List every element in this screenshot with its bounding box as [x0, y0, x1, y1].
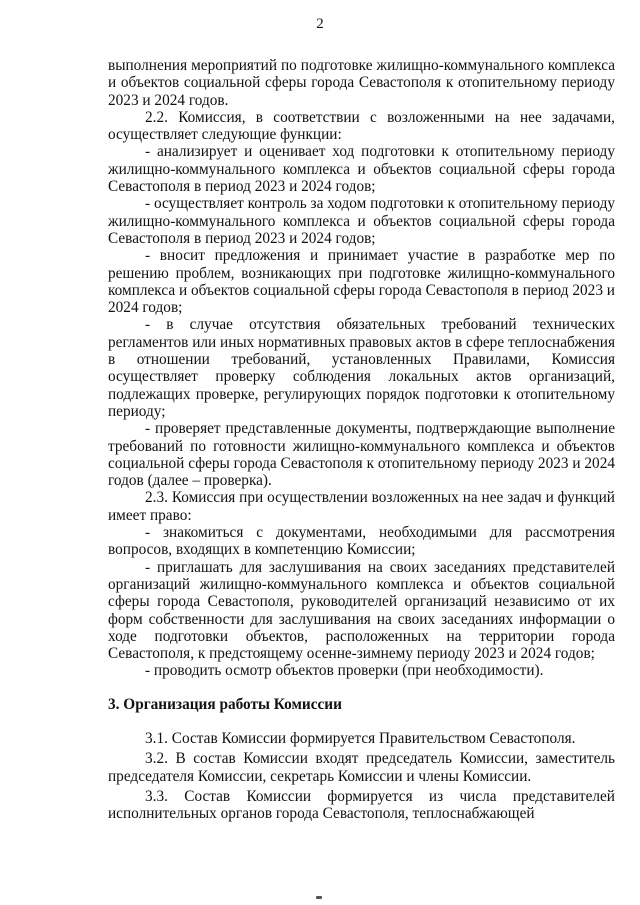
function-item-proposals: - вносит предложения и принимает участие в разработке мер по решению проблем, возникающих при подготовке жилищно-коммунального комплекса и объектов социальной сферы города Севастополя в период 2023 и 2024 годов;	[108, 247, 615, 317]
paragraph-2-3: 2.3. Комиссия при осуществлении возложенных на нее задач и функций имеет право:	[108, 489, 615, 524]
scan-mark	[316, 896, 322, 899]
function-item-analyze: - анализирует и оценивает ход подготовки к отопительному периоду жилищно-коммунального комплекса и объектов социальной сферы города Севастополя в период 2023 и 2024 годов;	[108, 143, 615, 196]
right-item-inspection: - проводить осмотр объектов проверки (при необходимости).	[145, 662, 544, 680]
right-item-invite: - приглашать для заслушивания на своих заседаниях представителей организаций жилищно-коммунального комплекса и объектов социальной сферы города Севастополя, руководителей организаций независимо от их форм собственности для заслушивания на своих заседаниях информации о ходе подготовки объектов, расположенных на территории города Севастополя, к предстоящему осенне-зимнему периоду 2023 и 2024 годов;	[108, 558, 615, 663]
section-heading: 3. Организация работы Комиссии	[108, 695, 342, 713]
function-item-control: - осуществляет контроль за ходом подготовки к отопительному периоду жилищно-коммунального комплекса и объектов социальной сферы города Севастополя в период 2023 и 2024 годов;	[108, 195, 615, 247]
function-item-local-acts: - в случае отсутствия обязательных требований технических регламентов или иных нормативных правовых актов в сфере теплоснабжения в отношении требований, установленных Правилами, Комиссия осуществляет проверку соблюдения локальных актов организаций, подлежащих проверке, регулирующих порядок подготовки к отопительному периоду;	[108, 316, 616, 420]
function-item-documents: - проверяет представленные документы, подтверждающие выполнение требований по готовности жилищно-коммунального комплекса и объектов социальной сферы города Севастополя к отопительному периоду 2023 и 2024 годов (далее – проверка).	[108, 420, 615, 490]
paragraph-3-1: 3.1. Состав Комиссии формируется Правительством Севастополя.	[145, 729, 576, 747]
right-item-documents: - знакомиться с документами, необходимыми для рассмотрения вопросов, входящих в компетенцию Комиссии;	[108, 524, 615, 559]
paragraph-3-2: 3.2. В состав Комиссии входят председатель Комиссии, заместитель председателя Комиссии, секретарь Комиссии и члены Комиссии.	[108, 750, 615, 785]
paragraph-3-3: 3.3. Состав Комиссии формируется из числа представителей исполнительных органов города Севастополя, теплоснабжающей	[108, 787, 615, 823]
paragraph-2-2: 2.2. Комиссия, в соответствии с возложенными на нее задачами, осуществляет следующие функции:	[108, 108, 615, 144]
page-number: 2	[316, 16, 324, 32]
document-body	[108, 57, 615, 822]
paragraph-continuation: выполнения мероприятий по подготовке жилищно-коммунального комплекса и объектов социальной сферы города Севастополя к отопительному периоду 2023 и 2024 годов.	[108, 57, 615, 109]
